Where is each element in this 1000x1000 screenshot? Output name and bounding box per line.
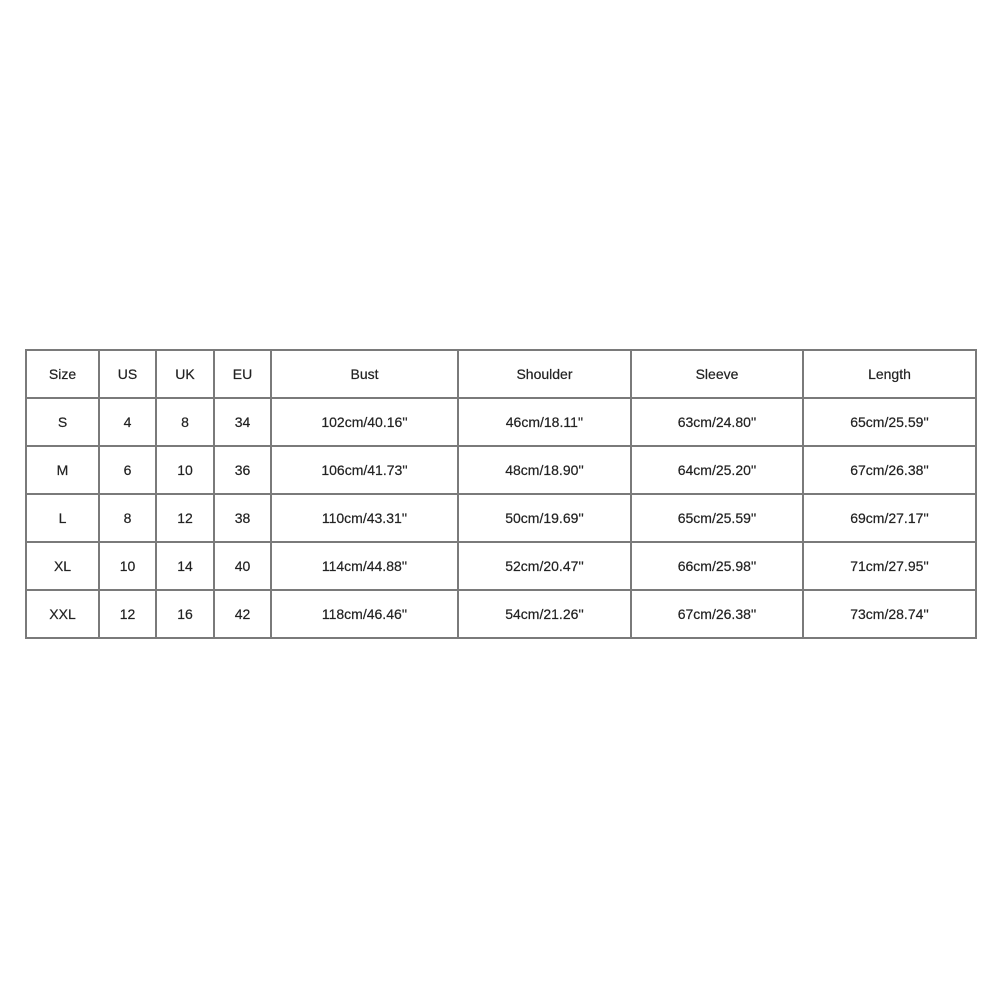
cell-size: XL (26, 542, 99, 590)
cell-bust: 110cm/43.31'' (271, 494, 458, 542)
cell-eu: 42 (214, 590, 271, 638)
cell-bust: 102cm/40.16'' (271, 398, 458, 446)
cell-size: XXL (26, 590, 99, 638)
table-row (26, 542, 976, 590)
cell-us: 12 (99, 590, 156, 638)
cell-uk: 10 (156, 446, 214, 494)
cell-length: 69cm/27.17'' (803, 494, 976, 542)
cell-shoulder: 48cm/18.90'' (458, 446, 631, 494)
cell-bust: 106cm/41.73'' (271, 446, 458, 494)
cell-length: 65cm/25.59'' (803, 398, 976, 446)
table-row (26, 446, 976, 494)
header-bust: Bust (271, 350, 458, 398)
cell-length: 71cm/27.95'' (803, 542, 976, 590)
size-chart-table (25, 349, 977, 639)
cell-us: 6 (99, 446, 156, 494)
cell-sleeve: 66cm/25.98'' (631, 542, 803, 590)
cell-sleeve: 64cm/25.20'' (631, 446, 803, 494)
cell-us: 4 (99, 398, 156, 446)
cell-size: M (26, 446, 99, 494)
cell-shoulder: 54cm/21.26'' (458, 590, 631, 638)
table-row (26, 398, 976, 446)
cell-eu: 38 (214, 494, 271, 542)
header-size: Size (26, 350, 99, 398)
cell-uk: 8 (156, 398, 214, 446)
cell-size: S (26, 398, 99, 446)
header-us: US (99, 350, 156, 398)
cell-sleeve: 65cm/25.59'' (631, 494, 803, 542)
cell-eu: 40 (214, 542, 271, 590)
cell-uk: 16 (156, 590, 214, 638)
cell-uk: 14 (156, 542, 214, 590)
cell-length: 67cm/26.38'' (803, 446, 976, 494)
cell-sleeve: 63cm/24.80'' (631, 398, 803, 446)
cell-size: L (26, 494, 99, 542)
table-row (26, 590, 976, 638)
table-row (26, 494, 976, 542)
header-length: Length (803, 350, 976, 398)
table-header-row (26, 350, 976, 398)
cell-eu: 36 (214, 446, 271, 494)
cell-shoulder: 50cm/19.69'' (458, 494, 631, 542)
header-uk: UK (156, 350, 214, 398)
header-eu: EU (214, 350, 271, 398)
cell-eu: 34 (214, 398, 271, 446)
cell-bust: 114cm/44.88'' (271, 542, 458, 590)
cell-us: 8 (99, 494, 156, 542)
cell-shoulder: 46cm/18.11'' (458, 398, 631, 446)
cell-shoulder: 52cm/20.47'' (458, 542, 631, 590)
cell-length: 73cm/28.74'' (803, 590, 976, 638)
header-shoulder: Shoulder (458, 350, 631, 398)
header-sleeve: Sleeve (631, 350, 803, 398)
cell-us: 10 (99, 542, 156, 590)
cell-bust: 118cm/46.46'' (271, 590, 458, 638)
cell-sleeve: 67cm/26.38'' (631, 590, 803, 638)
cell-uk: 12 (156, 494, 214, 542)
